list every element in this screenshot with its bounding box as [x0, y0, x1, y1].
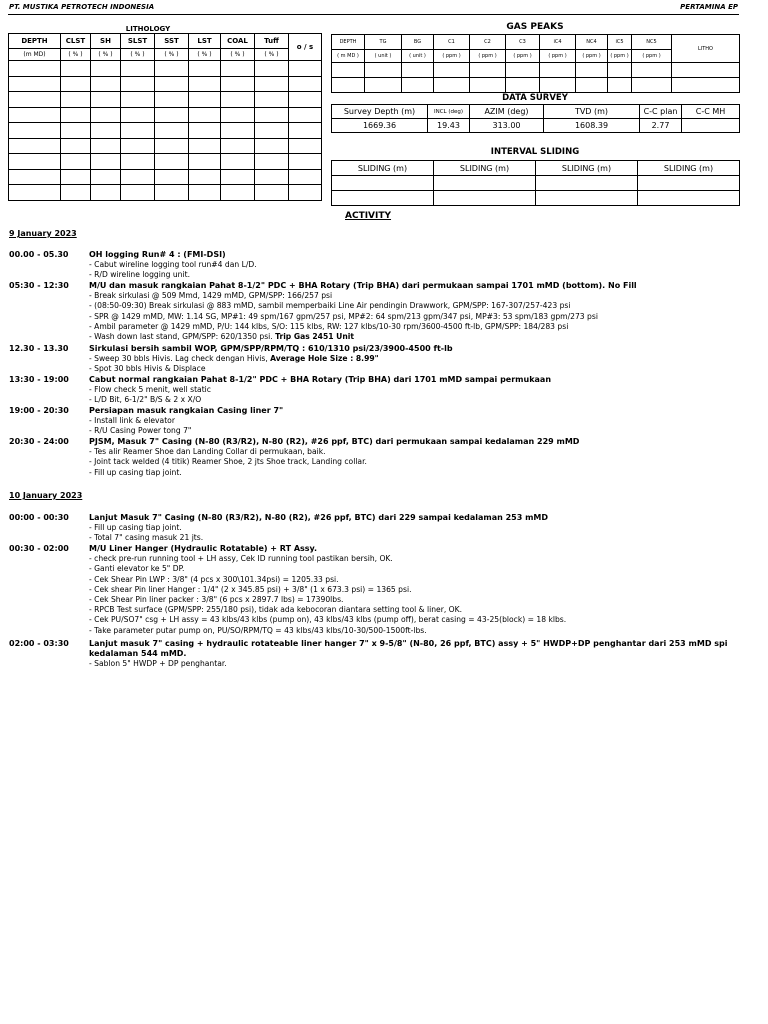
activity-detail: - Fill up casing tiap joint. — [89, 523, 182, 533]
lithology-cell — [289, 92, 322, 108]
activity-detail: - Break sirkulasi @ 509 Mmd, 1429 mMD, GPM/SPP: 166/257 psi — [89, 291, 333, 301]
lithology-cell — [221, 138, 255, 154]
lithology-cell — [155, 61, 189, 77]
activity-detail: - (08:50-09:30) Break sirkulasi @ 883 mMD, sambil memperbaiki Line Air pendingin Drawwork, GPM/SPP: 167-307/257-423 psi — [89, 301, 571, 311]
lithology-title: LITHOLOGY — [125, 25, 171, 33]
lithology-col-unit: ( % ) — [91, 49, 121, 61]
activity-detail: - Flow check 5 menit, well static — [89, 385, 211, 395]
sliding-cell — [638, 176, 740, 191]
lithology-cell — [221, 92, 255, 108]
activity-detail: - Cek shear Pin liner Hanger : 1/4" (2 x 345.85 psi) + 3/8" (1 x 673.3 psi) = 1365 psi. — [89, 584, 412, 594]
lithology-col-header: o / s — [289, 34, 322, 61]
table-row — [9, 61, 322, 77]
table-row — [9, 185, 322, 201]
lithology-cell — [289, 61, 322, 77]
gas-cell — [506, 63, 540, 78]
lithology-cell — [189, 107, 221, 123]
sliding-col-header: SLIDING (m) — [536, 161, 638, 176]
lithology-col-header: SST — [155, 34, 189, 49]
activity-detail: - Total 7" casing masuk 21 jts. — [89, 533, 204, 543]
survey-value: 1669.36 — [332, 119, 428, 133]
activity-date: 10 January 2023 — [9, 491, 83, 500]
lithology-cell — [9, 107, 61, 123]
gas-col-header: NC5 — [632, 35, 672, 50]
table-row — [9, 92, 322, 108]
lithology-col-header: SLST — [121, 34, 155, 49]
activity-time: 00:00 - 00:30 — [9, 513, 69, 522]
lithology-cell — [155, 76, 189, 92]
lithology-cell — [121, 154, 155, 170]
activity-main: Sirkulasi bersih sambil WOP, GPM/SPP/RPM/TQ : 610/1310 psi/23/3900-4500 ft-lb — [89, 344, 453, 353]
activity-detail: - Wash down last stand, GPM/SPP: 620/1350 psi. Trip Gas 2451 Unit — [89, 332, 354, 342]
lithology-cell — [121, 123, 155, 139]
gas-cell — [540, 78, 576, 93]
interval-sliding-title: INTERVAL SLIDING — [490, 147, 580, 157]
lithology-cell — [9, 169, 61, 185]
activity-detail: - SPR @ 1429 mMD, MW: 1.14 SG, MP#1: 49 spm/167 gpm/257 psi, MP#2: 64 spm/213 gpm/347 psi, MP#3: 53 spm/183 gpm/273 psi — [89, 311, 598, 321]
activity-detail: - Cabut wireline logging tool run#4 dan L/D. — [89, 260, 257, 270]
lithology-cell — [255, 138, 289, 154]
lithology-cell — [289, 138, 322, 154]
activity-detail: - Take parameter putar pump on, PU/SO/RPM/TQ = 43 klbs/43 klbs/10-30/500-1500ft-lbs. — [89, 625, 427, 635]
sliding-cell — [434, 176, 536, 191]
lithology-cell — [255, 123, 289, 139]
lithology-cell — [255, 107, 289, 123]
gas-cell — [576, 78, 608, 93]
lithology-cell — [255, 154, 289, 170]
gas-cell — [434, 78, 470, 93]
activity-main: OH logging Run# 4 : (FMI-DSI) — [89, 250, 226, 259]
lithology-cell — [289, 76, 322, 92]
lithology-cell — [221, 123, 255, 139]
activity-main: Persiapan masuk rangkaian Casing liner 7" — [89, 406, 284, 415]
activity-date: 9 January 2023 — [9, 229, 77, 238]
lithology-cell — [221, 169, 255, 185]
lithology-cell — [61, 185, 91, 201]
activity-highlight: Trip Gas 2451 Unit — [275, 332, 354, 342]
gas-col-unit: ( unit ) — [365, 50, 402, 63]
lithology-cell — [61, 92, 91, 108]
gas-cell — [365, 63, 402, 78]
lithology-cell — [189, 76, 221, 92]
data-survey-title: DATA SURVEY — [502, 93, 568, 103]
lithology-cell — [61, 169, 91, 185]
gas-col-header: C1 — [434, 35, 470, 50]
gas-cell — [632, 78, 672, 93]
gas-col-header: iC5 — [608, 35, 632, 50]
lithology-cell — [255, 61, 289, 77]
lithology-cell — [189, 138, 221, 154]
lithology-cell — [189, 154, 221, 170]
activity-detail: - Install link & elevator — [89, 416, 175, 426]
lithology-cell — [91, 138, 121, 154]
lithology-cell — [255, 185, 289, 201]
lithology-col-header: DEPTH — [9, 34, 61, 49]
lithology-cell — [221, 107, 255, 123]
survey-value: 1608.39 — [544, 119, 640, 133]
lithology-col-unit: ( % ) — [221, 49, 255, 61]
lithology-cell — [221, 154, 255, 170]
activity-main: Cabut normal rangkaian Pahat 8-1/2" PDC + BHA Rotary (Trip BHA) dari 1701 mMD sampai permukaan — [89, 375, 552, 384]
survey-col-header: AZIM (deg) — [470, 105, 544, 119]
lithology-cell — [121, 185, 155, 201]
activity-detail: - Cek PU/SO7" csg + LH assy = 43 klbs/43 klbs (pump on), 43 klbs/43 klbs (pump off), berat casing = 43-25(block) = 18 klbs. — [89, 615, 567, 625]
activity-detail: - L/D Bit, 6-1/2" B/S & 2 x X/O — [89, 395, 202, 405]
activity-main: M/U Liner Hanger (Hydraulic Rotatable) + RT Assy. — [89, 544, 318, 553]
lithology-cell — [9, 185, 61, 201]
client-name: PERTAMINA EP — [680, 3, 738, 11]
sliding-col-header: SLIDING (m) — [638, 161, 740, 176]
activity-time: 12.30 - 13.30 — [9, 344, 69, 353]
activity-detail: - Ambil parameter @ 1429 mMD, P/U: 144 klbs, S/O: 115 klbs, RW: 127 klbs/10-30 rpm/3600-4500 ft-lb, GPM/SPP: 184/283 psi — [89, 321, 569, 331]
gas-col-unit: ( unit ) — [402, 50, 434, 63]
lithology-cell — [289, 123, 322, 139]
lithology-cell — [221, 61, 255, 77]
lithology-cell — [289, 185, 322, 201]
gas-cell — [365, 78, 402, 93]
activity-detail: - Tes alir Reamer Shoe dan Landing Collar di permukaan, baik. — [89, 447, 326, 457]
gas-col-header: C3 — [506, 35, 540, 50]
lithology-cell — [121, 107, 155, 123]
gas-cell — [402, 78, 434, 93]
gas-cell — [632, 63, 672, 78]
gas-peaks-title: GAS PEAKS — [506, 22, 564, 32]
activity-time: 02:00 - 03:30 — [9, 639, 69, 648]
lithology-cell — [121, 138, 155, 154]
lithology-col-unit: ( % ) — [155, 49, 189, 61]
lithology-cell — [121, 61, 155, 77]
lithology-cell — [91, 185, 121, 201]
lithology-cell — [61, 138, 91, 154]
lithology-cell — [155, 138, 189, 154]
activity-time: 20:30 - 24:00 — [9, 437, 69, 446]
lithology-col-header: COAL — [221, 34, 255, 49]
table-row — [9, 169, 322, 185]
gas-cell — [608, 78, 632, 93]
activity-main: PJSM, Masuk 7" Casing (N-80 (R3/R2), N-80 (R2), #26 ppf, BTC) dari permukaan sampai kedalaman 229 mMD — [89, 437, 580, 446]
lithology-cell — [91, 123, 121, 139]
activity-detail: - Sweep 30 bbls Hivis. Lag check dengan Hivis, Average Hole Size : 8.99" — [89, 354, 379, 364]
gas-col-unit: ( ppm ) — [470, 50, 506, 63]
activity-main: M/U dan masuk rangkaian Pahat 8-1/2" PDC + BHA Rotary (Trip BHA) dari permukaan sampai 1701 mMD (bottom). No Fill — [89, 281, 637, 290]
table-row — [9, 76, 322, 92]
lithology-col-unit: (m MD) — [9, 49, 61, 61]
activity-detail: - R/U Casing Power tong 7" — [89, 426, 192, 436]
activity-highlight: Average Hole Size : 8.99" — [270, 354, 379, 364]
header-rule — [8, 14, 739, 15]
activity-time: 00.00 - 05.30 — [9, 250, 69, 259]
sliding-cell — [536, 191, 638, 206]
gas-col-unit: ( m MD ) — [332, 50, 365, 63]
sliding-cell — [638, 191, 740, 206]
lithology-col-unit: ( % ) — [255, 49, 289, 61]
lithology-cell — [61, 123, 91, 139]
lithology-col-unit: ( % ) — [121, 49, 155, 61]
lithology-cell — [91, 76, 121, 92]
lithology-cell — [9, 92, 61, 108]
lithology-cell — [121, 92, 155, 108]
activity-time: 19:00 - 20:30 — [9, 406, 69, 415]
lithology-cell — [155, 107, 189, 123]
lithology-cell — [155, 169, 189, 185]
gas-cell — [672, 78, 740, 93]
sliding-cell — [332, 176, 434, 191]
lithology-cell — [91, 154, 121, 170]
survey-col-header: TVD (m) — [544, 105, 640, 119]
survey-col-header: C-C MH — [682, 105, 740, 119]
survey-value: 313.00 — [470, 119, 544, 133]
lithology-col-header: LST — [189, 34, 221, 49]
activity-detail: - RPCB Test surface (GPM/SPP: 255/180 psi), tidak ada kebocoran diantara setting tool & liner, OK. — [89, 605, 463, 615]
gas-col-header: LITHO — [672, 35, 740, 63]
gas-cell — [506, 78, 540, 93]
lithology-cell — [221, 76, 255, 92]
sliding-cell — [434, 191, 536, 206]
gas-col-unit: ( ppm ) — [434, 50, 470, 63]
lithology-cell — [121, 169, 155, 185]
activity-detail: - Fill up casing tiap joint. — [89, 467, 182, 477]
lithology-cell — [255, 169, 289, 185]
lithology-table — [8, 33, 322, 201]
gas-cell — [672, 63, 740, 78]
activity-time: 00:30 - 02:00 — [9, 544, 69, 553]
activity-time: 13:30 - 19:00 — [9, 375, 69, 384]
gas-col-unit: ( ppm ) — [632, 50, 672, 63]
lithology-cell — [155, 92, 189, 108]
activity-main: Lanjut Masuk 7" Casing (N-80 (R3/R2), N-80 (R2), #26 ppf, BTC) dari 229 sampai kedalaman 253 mMD — [89, 513, 549, 522]
table-row — [332, 78, 740, 93]
gas-peaks-table — [331, 34, 740, 93]
lithology-cell — [61, 61, 91, 77]
company-name: PT. MUSTIKA PETROTECH INDONESIA — [9, 3, 155, 11]
lithology-cell — [61, 76, 91, 92]
table-row — [9, 107, 322, 123]
activity-detail: - check pre-run running tool + LH assy, Cek ID running tool pastikan bersih, OK. — [89, 554, 393, 564]
gas-col-header: C2 — [470, 35, 506, 50]
gas-cell — [332, 63, 365, 78]
lithology-cell — [91, 92, 121, 108]
table-row — [332, 63, 740, 78]
gas-col-unit: ( ppm ) — [540, 50, 576, 63]
lithology-cell — [289, 107, 322, 123]
lithology-cell — [91, 61, 121, 77]
gas-col-unit: ( ppm ) — [608, 50, 632, 63]
lithology-cell — [9, 61, 61, 77]
sliding-col-header: SLIDING (m) — [332, 161, 434, 176]
gas-col-header: DEPTH — [332, 35, 365, 50]
survey-col-header: Survey Depth (m) — [332, 105, 428, 119]
lithology-cell — [121, 76, 155, 92]
lithology-cell — [221, 185, 255, 201]
lithology-cell — [9, 76, 61, 92]
gas-cell — [608, 63, 632, 78]
lithology-col-unit: ( % ) — [189, 49, 221, 61]
lithology-cell — [189, 169, 221, 185]
lithology-cell — [9, 154, 61, 170]
lithology-col-header: SH — [91, 34, 121, 49]
lithology-col-header: CLST — [61, 34, 91, 49]
activity-detail: - Cek Shear Pin LWP : 3/8" (4 pcs x 300\101.34psi) = 1205.33 psi. — [89, 574, 339, 584]
lithology-col-unit: ( % ) — [61, 49, 91, 61]
data-survey-table — [331, 104, 740, 133]
activity-detail: - Sablon 5" HWDP + DP penghantar. — [89, 659, 227, 669]
gas-cell — [434, 63, 470, 78]
lithology-cell — [289, 169, 322, 185]
activity-detail: - Cek Shear Pin liner packer : 3/8" (6 pcs x 2897.7 lbs) = 17390lbs. — [89, 595, 344, 605]
lithology-cell — [155, 154, 189, 170]
survey-col-header: INCL (deg) — [428, 105, 470, 119]
gas-cell — [540, 63, 576, 78]
lithology-cell — [255, 92, 289, 108]
lithology-cell — [9, 138, 61, 154]
activity-detail: - Joint tack welded (4 titik) Reamer Shoe, 2 jts Shoe track, Landing collar. — [89, 457, 367, 467]
gas-cell — [576, 63, 608, 78]
lithology-cell — [61, 107, 91, 123]
lithology-cell — [155, 185, 189, 201]
activity-detail: - Ganti elevator ke 5" DP. — [89, 564, 185, 574]
gas-cell — [332, 78, 365, 93]
table-row — [9, 123, 322, 139]
gas-col-unit: ( ppm ) — [576, 50, 608, 63]
activity-detail: - Spot 30 bbls Hivis & Displace — [89, 364, 206, 374]
lithology-cell — [9, 123, 61, 139]
lithology-cell — [91, 169, 121, 185]
lithology-cell — [255, 76, 289, 92]
lithology-cell — [289, 154, 322, 170]
gas-col-header: TG — [365, 35, 402, 50]
activity-detail: - R/D wireline logging unit. — [89, 270, 190, 280]
table-row — [9, 154, 322, 170]
gas-col-header: iC4 — [540, 35, 576, 50]
gas-col-header: NC4 — [576, 35, 608, 50]
gas-cell — [470, 78, 506, 93]
gas-cell — [470, 63, 506, 78]
survey-value — [682, 119, 740, 133]
lithology-cell — [189, 123, 221, 139]
sliding-cell — [536, 176, 638, 191]
interval-sliding-table — [331, 160, 740, 206]
sliding-cell — [332, 191, 434, 206]
lithology-cell — [91, 107, 121, 123]
sliding-col-header: SLIDING (m) — [434, 161, 536, 176]
lithology-cell — [189, 92, 221, 108]
lithology-cell — [189, 61, 221, 77]
activity-main: Lanjut masuk 7" casing + hydraulic rotateable liner hanger 7" x 9-5/8" (N-80, 26 ppf, BTC) assy + 5" HWDP+DP penghantar dari 253 mMD spi kedalaman 544 mMD. — [89, 639, 728, 659]
lithology-col-header: Tuff — [255, 34, 289, 49]
gas-col-unit: ( ppm ) — [506, 50, 540, 63]
activity-title: ACTIVITY — [345, 211, 392, 221]
activity-time: 05:30 - 12:30 — [9, 281, 69, 290]
gas-cell — [402, 63, 434, 78]
lithology-cell — [155, 123, 189, 139]
lithology-cell — [189, 185, 221, 201]
lithology-cell — [61, 154, 91, 170]
survey-value: 19.43 — [428, 119, 470, 133]
gas-col-header: BG — [402, 35, 434, 50]
survey-value: 2.77 — [640, 119, 682, 133]
survey-col-header: C-C plan — [640, 105, 682, 119]
table-row — [9, 138, 322, 154]
